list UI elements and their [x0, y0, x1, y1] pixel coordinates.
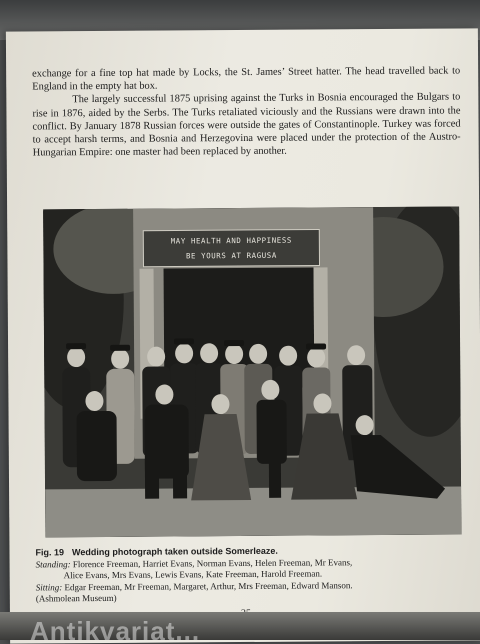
photo-credit: (Ashmolean Museum) — [35, 593, 117, 604]
banner-line-1: MAY HEALTH AND HAPPINESS — [170, 235, 292, 246]
banner-line-2: BE YOURS AT RAGUSA — [185, 250, 277, 261]
paragraph: exchange for a fine top hat made by Locks, the St. James’ Street hatter. The head travelled back to England in the empty hat box. — [32, 65, 461, 93]
photo-illustration — [43, 206, 461, 537]
figure-title: Wedding photograph taken outside Somerleaze. — [71, 545, 278, 558]
sitting-names: Edgar Freeman, Mr Freeman, Margaret, Arthur, Mrs Freeman, Edward Manson. — [64, 580, 353, 593]
wedding-photograph — [43, 206, 461, 537]
book-edge-bottom — [0, 612, 480, 640]
figure-caption — [35, 544, 471, 605]
book-page — [6, 28, 480, 643]
watermark: Antikvariat... — [30, 616, 201, 640]
standing-names: Florence Freeman, Harriet Evans, Norman Evans, Helen Freeman, Mr Evans, — [72, 556, 353, 569]
standing-label: Standing: — [35, 558, 71, 570]
paragraph: The largely successful 1875 uprising against the Turks in Bosnia encouraged the Bulgars to rise in 1876, aided by the Serbs. The Turks retaliated viciously and the Russians were drawn into the conflict. By January 1878 Russian forces were outside the gates of Constantinople. Turkey was forced to accept harsh terms, and Bosnia and Herzegovina were placed under the protection of the Austro-Hungarian Empire: one master had been replaced by another. — [32, 91, 461, 159]
standing-names-continued: Alice Evans, Mrs Evans, Lewis Evans, Kate Freeman, Harold Freeman. — [63, 568, 323, 581]
sitting-label: Sitting: — [35, 582, 63, 593]
figure-label: Fig. 19 — [35, 547, 65, 558]
body-text — [32, 64, 461, 159]
